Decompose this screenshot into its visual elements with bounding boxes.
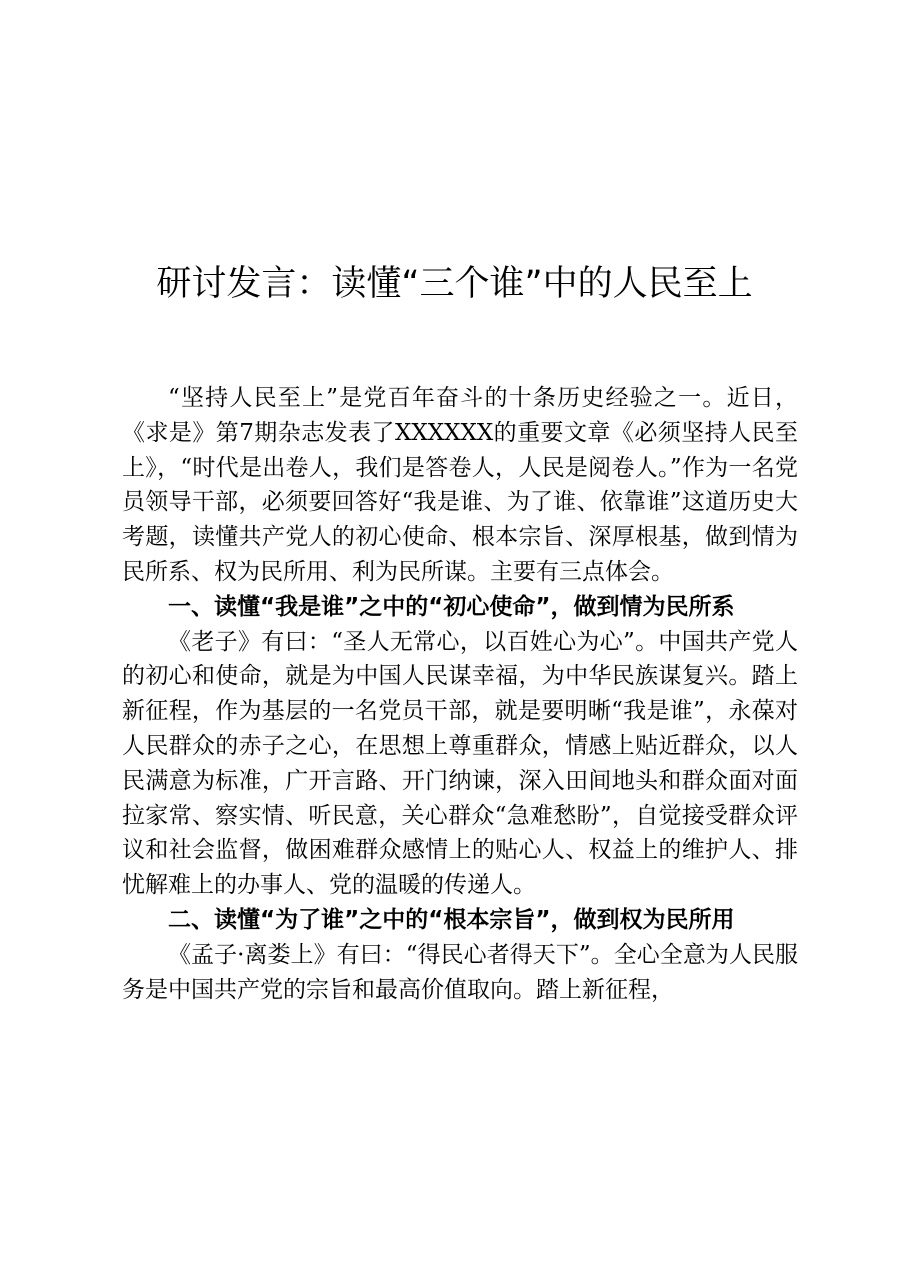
intro-paragraph: “坚持人民至上”是党百年奋斗的十条历史经验之一。近日，《求是》第7期杂志发表了XXXXXX的重要文章《必须坚持人民至上》，“时代是出卷人，我们是答卷人，人民是阅卷人。”作为一名党员领导干部，必须要回答好“我是谁、为了谁、依靠谁”这道历史大考题，读懂共产党人的初心使命、根本宗旨、深厚根基，做到情为民所系、权为民所用、利为民所谋。主要有三点体会。 <box>122 385 798 585</box>
section-2-paragraph: 《孟子·离娄上》有曰：“得民心者得天下”。全心全意为人民服务是中国共产党的宗旨和最高价值取向。踏上新征程， <box>122 941 798 1003</box>
section-1-paragraph: 《老子》有曰：“圣人无常心，以百姓心为心”。中国共产党人的初心和使命，就是为中国人民谋幸福，为中华民族谋复兴。踏上新征程，作为基层的一名党员干部，就是要明晰“我是谁”，永葆对人民群众的赤子之心，在思想上尊重群众，情感上贴近群众，以人民满意为标准，广开言路、开门纳谏，深入田间地头和群众面对面拉家常、察实情、听民意，关心群众“急难愁盼”，自觉接受群众评议和社会监督，做困难群众感情上的贴心人、权益上的维护人、排忧解难上的办事人、党的温暖的传递人。 <box>122 628 798 899</box>
section-heading-2: 二、读懂“为了谁”之中的“根本宗旨”，做到权为民所用 <box>168 906 735 933</box>
document-title: 研讨发言：读懂“三个谁”中的人民至上 <box>156 264 753 304</box>
document-body <box>122 381 798 1007</box>
section-heading-1: 一、读懂“我是谁”之中的“初心使命”，做到情为民所系 <box>168 593 735 620</box>
